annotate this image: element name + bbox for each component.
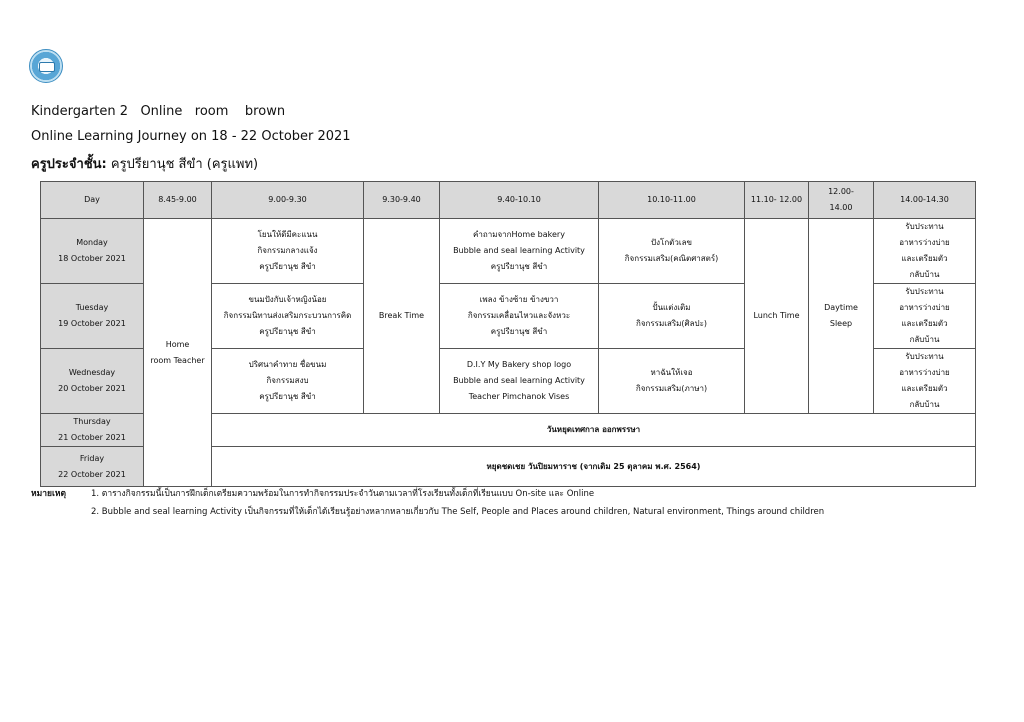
cell-line: Sleep: [829, 319, 853, 328]
cell-line: กิจกรรมเสริม(ศิลปะ): [635, 319, 708, 328]
cell-line: อาหารว่างบ่าย: [899, 303, 950, 312]
cell-line: กิจกรรมเสริม(ภาษา): [635, 384, 708, 393]
class-title: Kindergarten 2 Online room brown: [31, 104, 286, 119]
activity-cell: [212, 349, 364, 414]
cell-line: หาฉันให้เจอ: [650, 368, 693, 377]
column-header: [809, 182, 874, 219]
cell-line: รับประทาน: [905, 352, 944, 361]
cell-line: Home: [165, 339, 190, 349]
column-header: 11.10- 12.00: [745, 182, 809, 219]
cell-line: ครูปรียานุช สีขำ: [490, 327, 548, 336]
cell-line: ครูปรียานุช สีขำ: [259, 327, 316, 336]
cell-line: รับประทาน: [905, 222, 944, 231]
activity-cell: [440, 284, 599, 349]
cell-line: โยนให้ดีมีคะแนน: [257, 230, 318, 239]
day-cell: Wednesday 20 October 2021: [41, 349, 144, 414]
activity-cell: [599, 284, 745, 349]
cell-line: D.I.Y My Bakery shop logo: [466, 360, 572, 369]
day-cell: Tuesday 19 October 2021: [41, 284, 144, 349]
cell-line: ปริศนาคำทาย ชื่อขนม: [248, 360, 327, 369]
daytime-sleep-cell: [809, 219, 874, 414]
cell-line: กลับบ้าน: [909, 270, 940, 279]
homeroom-cell: [144, 219, 212, 487]
day-cell: Friday 22 October 2021: [41, 447, 144, 487]
column-header: 9.30-9.40: [364, 182, 440, 219]
activity-cell: [599, 349, 745, 414]
column-header: 8.45-9.00: [144, 182, 212, 219]
cell-line: และเตรียมตัว: [901, 319, 948, 328]
cell-line: ครูปรียานุช สีขำ: [259, 392, 316, 401]
day-cell: Monday 18 October 2021: [41, 219, 144, 284]
header-row: [41, 182, 976, 219]
note-item: 1. ตารางกิจกรรมนี้เป็นการฝึกเด็กเตรียมความพร้อมในการทำกิจกรรมประจำวันตามเวลาที่โรงเรียนทั้งเด็กที่เรียนแบบ On-site และ Online: [91, 489, 595, 499]
notes-label: หมายเหตุ: [31, 489, 66, 499]
cell-line: และเตรียมตัว: [901, 384, 948, 393]
teacher-name: ครูปรียานุช สีขำ (ครูแพท): [106, 157, 259, 172]
activity-cell: [874, 219, 976, 284]
school-logo: [29, 49, 63, 83]
cell-line: คำถามจากHome bakery: [473, 230, 565, 239]
column-header: 9.00-9.30: [212, 182, 364, 219]
cell-line: กลับบ้าน: [909, 335, 940, 344]
holiday-cell: วันหยุดเทศกาล ออกพรรษา: [212, 414, 976, 447]
cell-line: กิจกรรมนิทานส่งเสริมกระบวนการคิด: [223, 311, 352, 320]
cell-line: กิจกรรมสงบ: [266, 376, 309, 385]
homeroom-teacher-line: [31, 153, 258, 174]
cell-line: 12.00-: [828, 187, 854, 196]
cell-line: กิจกรรมกลางแจ้ง: [257, 246, 318, 255]
schedule-table: [40, 181, 976, 487]
cell-line: room Teacher: [150, 355, 205, 365]
cell-line: 14.00: [829, 203, 853, 212]
cell-line: Teacher Pimchanok Vises: [468, 392, 570, 401]
cell-line: อาหารว่างบ่าย: [899, 368, 950, 377]
activity-cell: [212, 284, 364, 349]
column-header: 10.10-11.00: [599, 182, 745, 219]
cell-line: และเตรียมตัว: [901, 254, 948, 263]
cell-line: ครูปรียานุช สีขำ: [490, 262, 548, 271]
activity-cell: [440, 349, 599, 414]
lunch-time-cell: Lunch Time: [745, 219, 809, 414]
cell-line: ครูปรียานุช สีขำ: [259, 262, 316, 271]
teacher-label: ครูประจำชั้น:: [31, 157, 107, 172]
activity-cell: [874, 284, 976, 349]
cell-line: Daytime: [824, 303, 858, 312]
cell-line: ปังโกตัวเลข: [651, 238, 692, 247]
cell-line: กิจกรรมเสริม(คณิตศาสตร์): [624, 254, 719, 263]
cell-line: กิจกรรมเคลื่อนไหวและจังหวะ: [467, 311, 571, 320]
cell-line: กลับบ้าน: [909, 400, 940, 409]
holiday-cell: หยุดชดเชย วันปิยมหาราช (จากเดิม 25 ตุลาคม พ.ศ. 2564): [212, 447, 976, 487]
journey-title: Online Learning Journey on 18 - 22 October 2021: [31, 129, 351, 144]
table-row: [41, 219, 976, 284]
day-cell: Thursday 21 October 2021: [41, 414, 144, 447]
cell-line: Bubble and seal learning Activity: [453, 376, 585, 385]
cell-line: อาหารว่างบ่าย: [899, 238, 950, 247]
note-item: 2. Bubble and seal learning Activity เป็นกิจกรรมที่ให้เด็กได้เรียนรู้อย่างหลากหลายเกี่ยวกับ The Self, People and Places around children, Natural environment, Things around children: [91, 507, 825, 517]
activity-cell: [599, 219, 745, 284]
activity-cell: [874, 349, 976, 414]
cell-line: Bubble and seal learning Activity: [453, 246, 585, 255]
cell-line: ปั้นแต่งเติม: [652, 303, 691, 312]
activity-cell: [440, 219, 599, 284]
activity-cell: [212, 219, 364, 284]
cell-line: ขนมปังกับเจ้าหญิงน้อย: [248, 295, 327, 304]
cell-line: เพลง ข้างซ้าย ข้างขวา: [479, 295, 559, 304]
cell-line: รับประทาน: [905, 287, 944, 296]
column-header: 14.00-14.30: [874, 182, 976, 219]
column-header: Day: [41, 182, 144, 219]
break-time-cell: Break Time: [364, 219, 440, 414]
column-header: 9.40-10.10: [440, 182, 599, 219]
